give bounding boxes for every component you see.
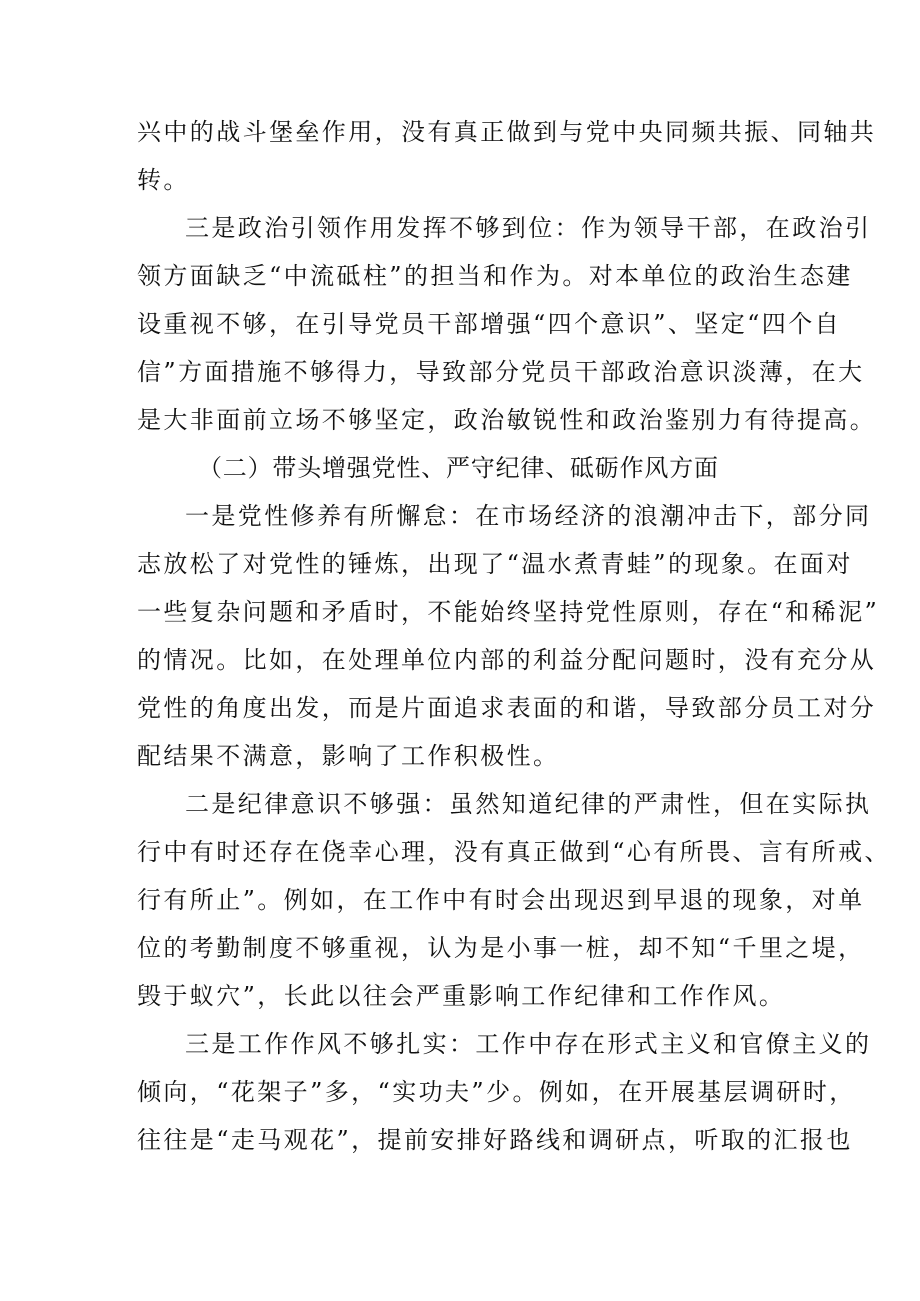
text-line: 信”方面措施不够得力，导致部分党员干部政治意识淡薄，在大: [137, 358, 865, 386]
paragraph-first-line: 三是工作作风不够扎实：工作中存在形式主义和官僚主义的: [185, 1030, 872, 1058]
text-line: 行中有时还存在侥幸心理，没有真正做到“心有所畏、言有所戒、: [137, 838, 891, 866]
text-line: 领方面缺乏“中流砥柱”的担当和作为。对本单位的政治生态建: [137, 262, 853, 290]
text-line: 毁于蚁穴”，长此以往会严重影响工作纪律和工作作风。: [137, 982, 786, 1010]
text-line: 配结果不满意，影响了工作积极性。: [137, 742, 560, 770]
paragraph-first-line: 二是纪律意识不够强：虽然知道纪律的严肃性，但在实际执: [185, 790, 872, 818]
text-line: 设重视不够，在引导党员干部增强“四个意识”、坚定“四个自: [137, 310, 842, 338]
text-line: 倾向，“花架子”多，“实功夫”少。例如，在开展基层调研时，: [137, 1078, 856, 1106]
paragraph-first-line: 一是党性修养有所懈怠：在市场经济的浪潮冲击下，部分同: [185, 502, 872, 530]
text-line: 党性的角度出发，而是片面追求表面的和谐，导致部分员工对分: [137, 694, 877, 722]
paragraph-first-line: 三是政治引领作用发挥不够到位：作为领导干部，在政治引: [185, 214, 872, 242]
text-line: 转。: [137, 166, 190, 194]
text-line: 位的考勤制度不够重视，认为是小事一桩，却不知“千里之堤，: [137, 934, 865, 962]
text-line: 一些复杂问题和矛盾时，不能始终坚持党性原则，存在“和稀泥”: [137, 598, 880, 626]
text-line: 是大非面前立场不够坚定，政治敏锐性和政治鉴别力有待提高。: [137, 406, 877, 434]
text-line: 往往是“走马观花”，提前安排好路线和调研点，听取的汇报也: [137, 1126, 853, 1154]
section-heading: （二）带头增强党性、严守纪律、砥砺作风方面: [198, 454, 719, 482]
text-line: 兴中的战斗堡垒作用，没有真正做到与党中央同频共振、同轴共: [137, 118, 877, 146]
text-line: 行有所止”。例如，在工作中有时会出现迟到早退的现象，对单: [137, 886, 865, 914]
text-line: 的情况。比如，在处理单位内部的利益分配问题时，没有充分从: [137, 646, 877, 674]
text-line: 志放松了对党性的锤炼，出现了“温水煮青蛙”的现象。在面对: [137, 550, 853, 578]
